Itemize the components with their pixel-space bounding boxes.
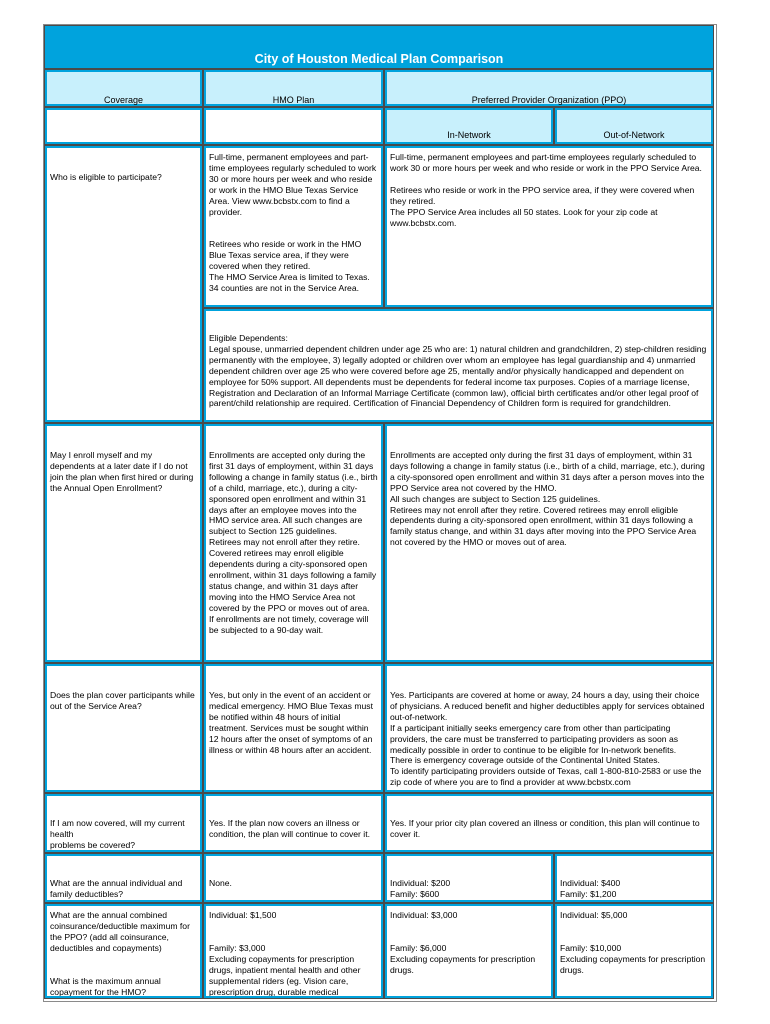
header-in-network: In-Network — [384, 107, 554, 145]
header-out-network: Out-of-Network — [554, 107, 714, 145]
deductibles-in-network — [384, 853, 554, 903]
out-of-area-question — [44, 663, 203, 793]
maximums-question-hmo: What is the maximum annual copayment for the HMO? — [50, 975, 161, 997]
out-of-area-question-text: Does the plan cover participants while out of the Service Area? — [50, 690, 195, 711]
maximums-out-network — [554, 903, 714, 999]
eligibility-question — [44, 145, 203, 423]
enrollment-hmo — [203, 423, 384, 663]
eligible-dependents — [203, 308, 714, 423]
maximums-out-network-family: Family: $10,000 Excluding copayments for prescription drugs. — [560, 942, 706, 975]
deductibles-in-network-text: Individual: $200 Family: $600 — [390, 878, 451, 899]
deductibles-out-network — [554, 853, 714, 903]
existing-conditions-ppo-text: Yes. If your prior city plan covered an illness or condition, this plan will continue to cover it. — [390, 818, 700, 839]
existing-conditions-hmo-text: Yes. If the plan now covers an illness or condition, the plan will continue to cover it. — [209, 818, 370, 839]
existing-conditions-hmo — [203, 793, 384, 853]
maximums-hmo-family: Family: $3,000 Excluding copayments for prescription drugs, inpatient mental health and other supplemental riders (eg. Vision care, prescription drug, durable medical — [209, 942, 361, 997]
header-coverage: Coverage — [44, 69, 203, 107]
subheader-empty-coverage — [44, 107, 203, 145]
maximums-hmo — [203, 903, 384, 999]
existing-conditions-question — [44, 793, 203, 853]
enrollment-ppo-text: Enrollments are accepted only during the first 31 days of employment, within 31 days following a change in family status (i.e., birth of a child, marriage, etc.), during a city-sponsored open enrollment and within 31 days after a person moves into the PPO Service area not covered by the HMO. All such changes are subject to Section 125 guidelines. Retirees may not enroll after they retire. Covered retirees may enroll eligible dependents during a city-sponsored open enrollment, within 31 days following a family status change, and within 31 days after moving into the PPO Service Area not covered by the HMO or moves out of area. — [390, 450, 705, 548]
enrollment-question — [44, 423, 203, 663]
subheader-empty-hmo — [203, 107, 384, 145]
eligible-dependents-text: Eligible Dependents: Legal spouse, unmarried dependent children under age 25 who are: 1) natural children and grandchildren, 2) step-children residing permanently with the employee, 3) legally adopted or children over whom an employee has legal guardianship and 4) unmarried dependent children over age 25 who were covered before age 25, mentally and/or physically handicapped and dependent on employee for 50% support. All dependents must be dependents for federal income tax purposes. Copies of a marriage license, Registration and Declaration of an Informal Marriage Certificate (common law), official birth certificates and/or other legal proof of parent/child relationship are required. Certification of Financial Dependency of Children form is required for grandchildren. — [209, 333, 707, 409]
page-title: City of Houston Medical Plan Comparison — [44, 25, 714, 69]
maximums-hmo-individual: Individual: $1,500 — [209, 910, 277, 920]
eligibility-ppo-retirees: Retirees who reside or work in the PPO service area, if they were covered when they retired. The PPO Service Area includes all 50 states. Look for your zip code at www.bcbstx.com. — [390, 184, 695, 228]
eligibility-hmo — [203, 145, 384, 308]
maximums-in-network-individual: Individual: $3,000 — [390, 910, 458, 920]
eligibility-hmo-employees: Full-time, permanent employees and part-time employees regularly scheduled to work 30 or more hours per week and who reside or work in the HMO Blue Texas Service Area. View www.bcbstx.com to find a provider. — [209, 152, 377, 217]
eligibility-question-text: Who is eligible to participate? — [50, 172, 162, 182]
deductibles-question-text: What are the annual individual and family deductibles? — [50, 878, 183, 899]
deductibles-out-network-text: Individual: $400 Family: $1,200 — [560, 878, 621, 899]
eligibility-ppo-employees: Full-time, permanent employees and part-time employees regularly scheduled to work 30 or more hours per week and who reside or work in the PPO Service Area. — [390, 152, 702, 173]
existing-conditions-ppo — [384, 793, 714, 853]
eligibility-hmo-retirees: Retirees who reside or work in the HMO Blue Texas service area, if they were covered when they retired. The HMO Service Area is limited to Texas. 34 counties are not in the Service Area. — [209, 239, 370, 294]
deductibles-question — [44, 853, 203, 903]
out-of-area-ppo — [384, 663, 714, 793]
enrollment-ppo — [384, 423, 714, 663]
eligibility-ppo — [384, 145, 714, 308]
out-of-area-hmo — [203, 663, 384, 793]
deductibles-hmo — [203, 853, 384, 903]
enrollment-hmo-text: Enrollments are accepted only during the first 31 days of employment, within 31 days following a change in family status (i.e., birth of a child, marriage, etc.), during a city-sponsored open enrollment and within 31 days after an employee moves into the HMO service area. All such changes are subject to Section 125 guidelines. Retirees may not enroll after they retire. Covered retirees may enroll eligible dependents during a city-sponsored open enrollment, within 31 days following a family status change, and within 31 days after moving into the HMO Service Area not covered by the PPO or moves out of area. If enrollments are not timely, coverage will be subjected to a 90-day wait. — [209, 450, 378, 635]
maximums-out-network-individual: Individual: $5,000 — [560, 910, 628, 920]
header-ppo: Preferred Provider Organization (PPO) — [384, 69, 714, 107]
out-of-area-ppo-text: Yes. Participants are covered at home or away, 24 hours a day, using their choice of physicians. A reduced benefit and higher deductibles apply for services obtained out-of-network. If a participant initially seeks emergency care from other than participating providers, the care must be transferred to participating providers as soon as medically possible in order to continue to be eligible for In-network benefits. There is emergency coverage outside of the Continental United States. To identify participating providers outside of Texas, call 1-800-810-2583 or use the zip code of where you are to find a provider at www.bcbstx.com — [390, 690, 705, 788]
existing-conditions-question-text: If I am now covered, will my current health problems be covered? — [50, 818, 185, 850]
maximums-question — [44, 903, 203, 999]
maximums-in-network — [384, 903, 554, 999]
maximums-question-ppo: What are the annual combined coinsurance/deductible maximum for the PPO? (add all coinsurance, deductibles and copayments) — [50, 910, 190, 953]
header-hmo: HMO Plan — [203, 69, 384, 107]
deductibles-hmo-text: None. — [209, 878, 232, 888]
out-of-area-hmo-text: Yes, but only in the event of an accident or medical emergency. HMO Blue Texas must be notified within 48 hours of initial treatment. Services must be sought within 12 hours after the onset of symptoms of an illness or within 48 hours after an accident. — [209, 690, 373, 755]
enrollment-question-text: May I enroll myself and my dependents at a later date if I do not join the plan when first hired or during the Annual Open Enrollment? — [50, 450, 194, 493]
maximums-in-network-family: Family: $6,000 Excluding copayments for prescription drugs. — [390, 942, 536, 975]
